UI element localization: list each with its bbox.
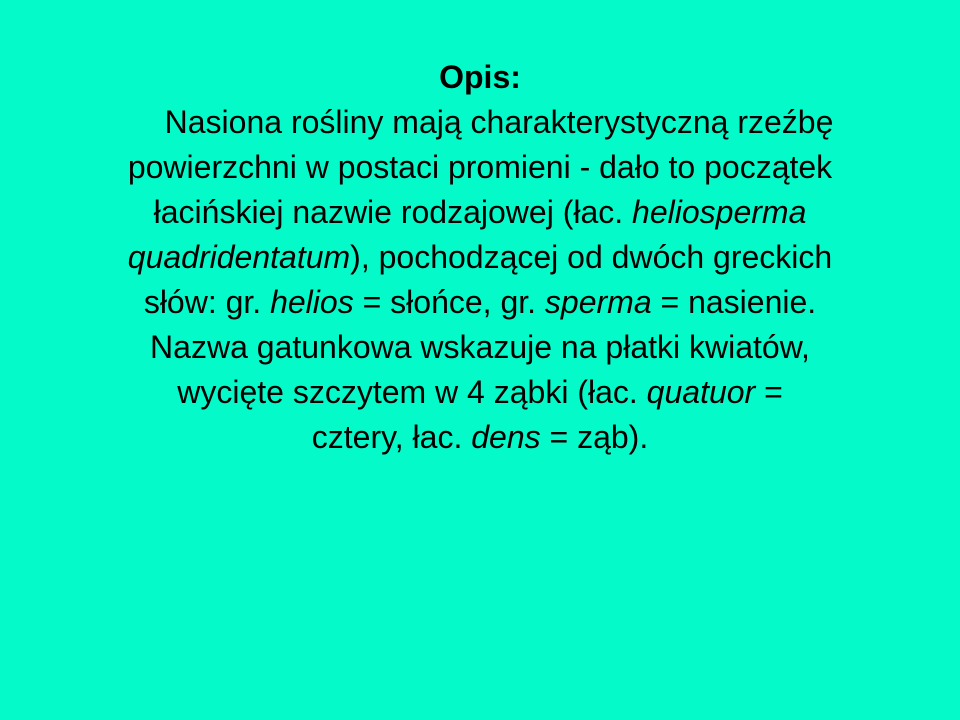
text-line <box>30 145 930 190</box>
text-segment: = nasienie. <box>651 284 817 320</box>
text-segment: = ząb). <box>540 419 649 455</box>
text-line <box>30 100 930 145</box>
description-text-block <box>30 55 930 460</box>
latin-term: dens <box>471 419 541 455</box>
text-line <box>30 325 930 370</box>
latin-term: quadridentatum <box>127 239 351 275</box>
text-segment: słów: gr. <box>143 284 271 320</box>
text-segment: Nasiona rośliny mają charakterystyczną rzeźbę <box>164 104 834 140</box>
latin-term: sperma <box>544 284 652 320</box>
text-segment: łacińskiej nazwie rodzajowej (łac. <box>153 194 633 230</box>
text-line <box>30 370 930 415</box>
body-text <box>30 100 930 460</box>
latin-term: quatuor <box>646 374 756 410</box>
text-segment: wycięte szczytem w 4 ząbki (łac. <box>177 374 647 410</box>
text-line <box>30 415 930 460</box>
latin-term: heliosperma <box>632 194 807 230</box>
text-line <box>30 235 930 280</box>
text-segment: ), pochodzącej od dwóch greckich <box>350 239 833 275</box>
text-segment: cztery, łac. <box>311 419 472 455</box>
text-segment: Nazwa gatunkowa wskazuje na płatki kwiatów, <box>150 329 810 365</box>
text-line <box>30 190 930 235</box>
text-segment: powierzchni w postaci promieni - dało to początek <box>127 149 833 185</box>
text-line <box>30 280 930 325</box>
text-segment: = <box>755 374 783 410</box>
slide-title: Opis: <box>439 59 521 95</box>
text-segment: = słońce, gr. <box>353 284 545 320</box>
latin-term: helios <box>270 284 354 320</box>
